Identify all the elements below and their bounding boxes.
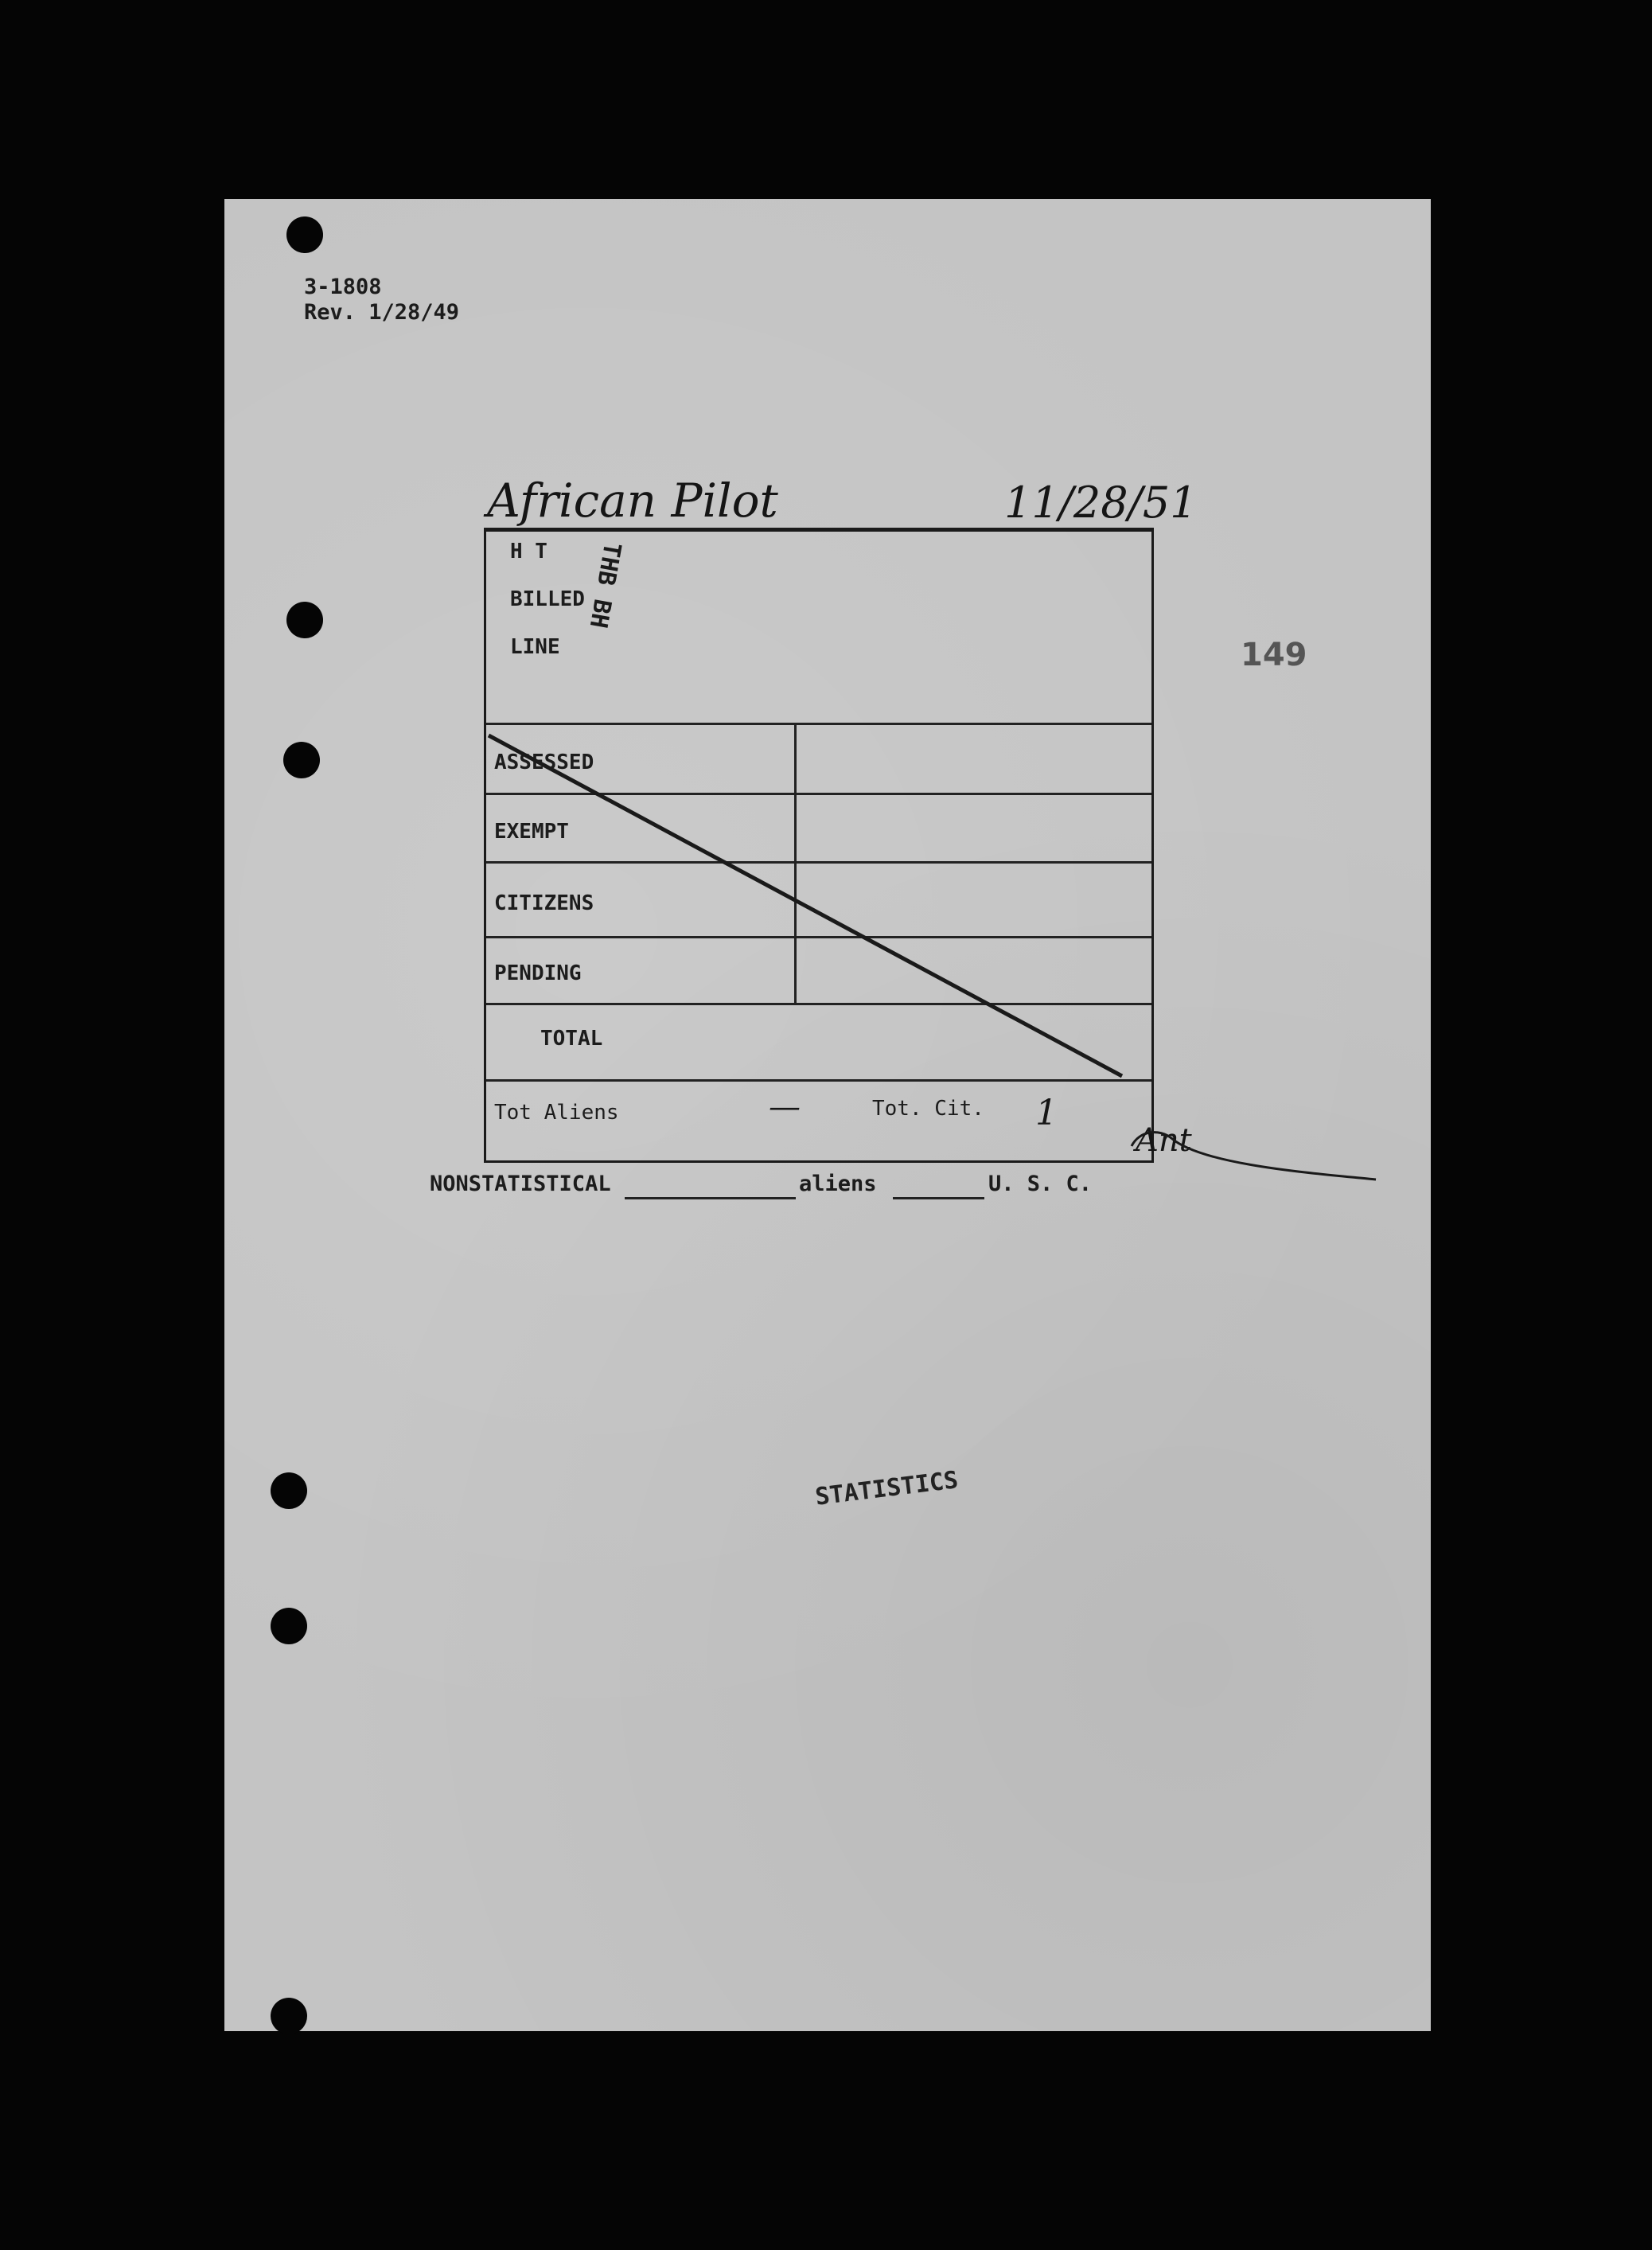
diagonal-strike-line	[489, 735, 1122, 1076]
usc-label: U. S. C.	[988, 1172, 1093, 1196]
tot-aliens-value: —	[769, 1089, 801, 1125]
category-pending: PENDING	[494, 961, 582, 985]
header-row-line: LINE	[510, 635, 560, 659]
tot-aliens-label: Tot Aliens	[494, 1101, 619, 1125]
form-number: 3-1808	[304, 275, 382, 299]
statistics-stamp: STATISTICS	[813, 1466, 960, 1511]
header-row-ht: H T	[510, 540, 547, 563]
total-label: TOTAL	[540, 1027, 603, 1051]
nonstatistical-label: NONSTATISTICAL	[430, 1172, 611, 1196]
rotated-stamp: THB BH	[583, 540, 626, 630]
initials: Ant	[1136, 1122, 1192, 1159]
header-row-billed: BILLED	[510, 587, 585, 611]
tot-cit-label: Tot. Cit.	[872, 1097, 984, 1121]
vessel-name: African Pilot	[487, 474, 778, 528]
initials-flourish	[1132, 1133, 1376, 1180]
category-exempt: EXEMPT	[494, 820, 569, 844]
page-number: 149	[1241, 637, 1307, 673]
category-assessed: ASSESSED	[494, 751, 594, 774]
ink-markings	[224, 199, 1431, 2031]
aliens-label: aliens	[799, 1172, 877, 1196]
document-sheet	[224, 199, 1431, 2031]
form-revision: Rev. 1/28/49	[304, 300, 460, 325]
tot-cit-value: 1	[1035, 1093, 1058, 1133]
manifest-date: 11/28/51	[1004, 478, 1198, 528]
category-citizens: CITIZENS	[494, 891, 594, 915]
